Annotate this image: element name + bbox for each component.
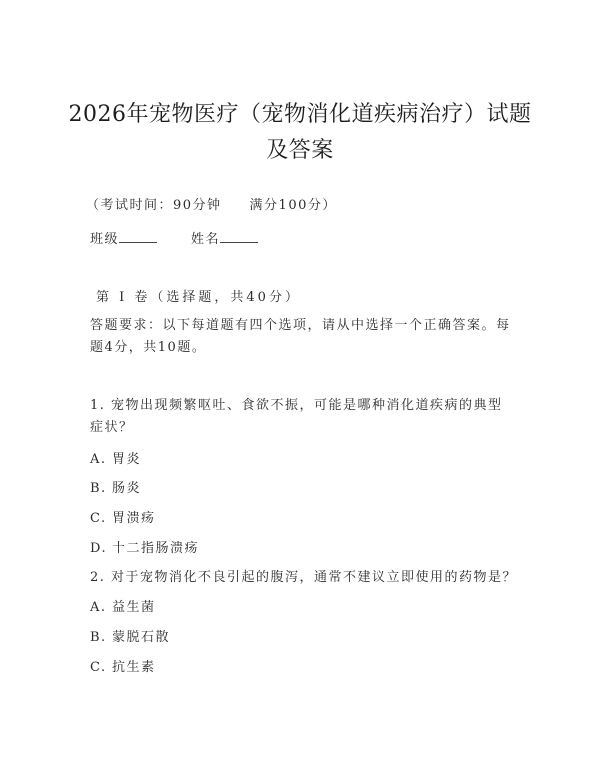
- q1-option-b[interactable]: [90, 481, 141, 497]
- option-text: 十二指肠溃疡: [112, 541, 200, 556]
- section-heading: 第 I 卷（选择题，共40分）: [96, 290, 301, 305]
- student-fields: [90, 230, 258, 248]
- option-label: A.: [90, 452, 107, 467]
- option-label: A.: [90, 600, 107, 615]
- option-text: 胃溃疡: [112, 511, 156, 526]
- q1-option-c[interactable]: [90, 511, 156, 527]
- question-text: 对于宠物消化不良引起的腹泻，通常不建议立即使用的药物是？: [111, 570, 518, 585]
- class-field[interactable]: [119, 230, 157, 243]
- option-label: C.: [90, 660, 107, 675]
- q2-option-b[interactable]: [90, 630, 170, 646]
- option-text: 益生菌: [112, 600, 156, 615]
- exam-full-score: 满分100分）: [249, 198, 337, 213]
- option-text: 抗生素: [112, 660, 156, 675]
- option-label: C.: [90, 511, 107, 526]
- question-number: 2.: [90, 570, 106, 585]
- option-text: 胃炎: [112, 452, 142, 467]
- question-2: [90, 570, 517, 586]
- name-label: 姓名: [191, 232, 221, 247]
- option-label: B.: [90, 481, 107, 496]
- question-number: 1.: [90, 398, 106, 413]
- q1-option-d[interactable]: [90, 541, 199, 557]
- q2-option-c[interactable]: [90, 660, 156, 676]
- option-label: D.: [90, 541, 108, 556]
- question-1: [90, 395, 515, 439]
- document-title: 2026年宠物医疗（宠物消化道疾病治疗）试题及答案: [68, 102, 532, 163]
- option-label: B.: [90, 630, 107, 645]
- class-label: 班级: [90, 232, 120, 247]
- q1-option-a[interactable]: [90, 452, 141, 468]
- name-field[interactable]: [220, 230, 258, 243]
- section-instructions: 答题要求：以下每道题有四个选项，请从中选择一个正确答案。每题4分，共10题。: [90, 318, 511, 355]
- q2-option-a[interactable]: [90, 600, 156, 616]
- question-text: 宠物出现频繁呕吐、食欲不振，可能是哪种消化道疾病的典型症状？: [90, 398, 503, 435]
- option-text: 肠炎: [112, 481, 142, 496]
- exam-info: [86, 198, 337, 214]
- option-text: 蒙脱石散: [112, 630, 171, 645]
- exam-time: （考试时间：90分钟: [86, 198, 222, 213]
